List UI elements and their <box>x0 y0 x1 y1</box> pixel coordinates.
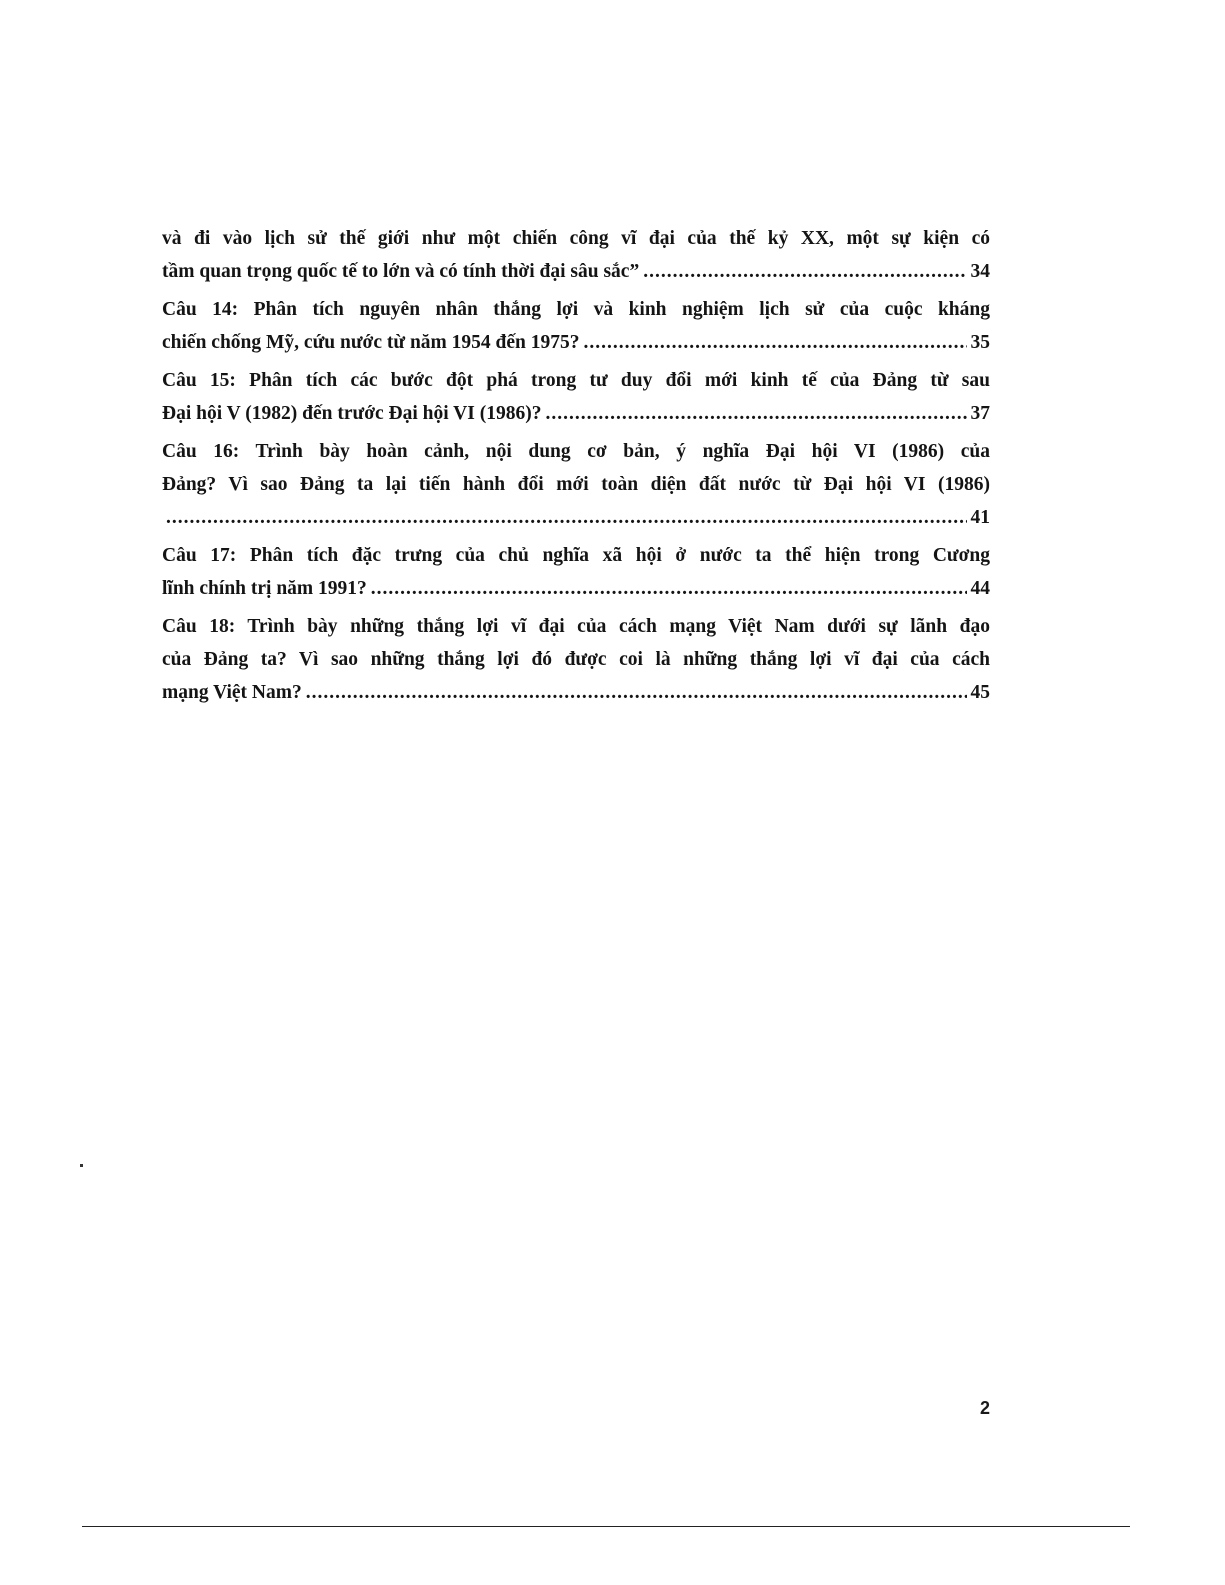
toc-entry-text: tầm quan trọng quốc tế to lớn và có tính thời đại sâu sắc” <box>162 261 640 282</box>
dot-leader <box>584 326 967 359</box>
footer-divider <box>82 1526 1130 1527</box>
toc-entry-last-line <box>162 326 990 359</box>
toc-entry[interactable] <box>162 435 990 534</box>
toc-entry[interactable] <box>162 364 990 430</box>
toc-entry-text: mạng Việt Nam? <box>162 682 302 703</box>
dot-leader <box>306 676 967 709</box>
toc-entry[interactable] <box>162 293 990 359</box>
toc-entry-line: Câu 16: Trình bày hoàn cảnh, nội dung cơ bản, ý nghĩa Đại hội VI (1986) của <box>162 441 990 462</box>
toc-entry-text: chiến chống Mỹ, cứu nước từ năm 1954 đến 1975? <box>162 332 580 353</box>
toc-entry-line: Câu 18: Trình bày những thắng lợi vĩ đại của cách mạng Việt Nam dưới sự lãnh đạo <box>162 616 990 637</box>
toc-entry-last-line <box>162 572 990 605</box>
toc-page-number: 45 <box>970 682 990 703</box>
toc-entry-line: và đi vào lịch sử thế giới như một chiến công vĩ đại của thế kỷ XX, một sự kiện có <box>162 228 990 249</box>
toc-entry-line: Câu 15: Phân tích các bước đột phá trong tư duy đổi mới kinh tế của Đảng từ sau <box>162 370 990 391</box>
scan-speck <box>80 1164 83 1167</box>
toc-page-number: 34 <box>970 261 990 282</box>
toc-entry[interactable] <box>162 222 990 288</box>
toc-entry-line: của Đảng ta? Vì sao những thắng lợi đó được coi là những thắng lợi vĩ đại của cách <box>162 649 990 670</box>
toc-page-number: 41 <box>970 507 990 528</box>
toc-entry-line: Đảng? Vì sao Đảng ta lại tiến hành đổi mới toàn diện đất nước từ Đại hội VI (1986) <box>162 474 990 495</box>
toc-entry[interactable] <box>162 539 990 605</box>
toc-entry-last-line <box>162 501 990 534</box>
table-of-contents <box>162 222 990 714</box>
dot-leader <box>166 501 967 534</box>
dot-leader <box>643 255 966 288</box>
page-number: 2 <box>980 1398 991 1418</box>
toc-page-number: 35 <box>970 332 990 353</box>
toc-entry-line: Câu 14: Phân tích nguyên nhân thắng lợi và kinh nghiệm lịch sử của cuộc kháng <box>162 299 990 320</box>
toc-page-number: 37 <box>970 403 990 424</box>
toc-page-number: 44 <box>970 578 990 599</box>
toc-entry-last-line <box>162 676 990 709</box>
toc-entry-text: Đại hội V (1982) đến trước Đại hội VI (1986)? <box>162 403 542 424</box>
dot-leader <box>545 397 966 430</box>
toc-entry-line: Câu 17: Phân tích đặc trưng của chủ nghĩa xã hội ở nước ta thể hiện trong Cương <box>162 545 990 566</box>
toc-entry-last-line <box>162 397 990 430</box>
dot-leader <box>371 572 967 605</box>
toc-entry-text: lĩnh chính trị năm 1991? <box>162 578 367 599</box>
toc-entry[interactable] <box>162 610 990 709</box>
toc-entry-last-line <box>162 255 990 288</box>
